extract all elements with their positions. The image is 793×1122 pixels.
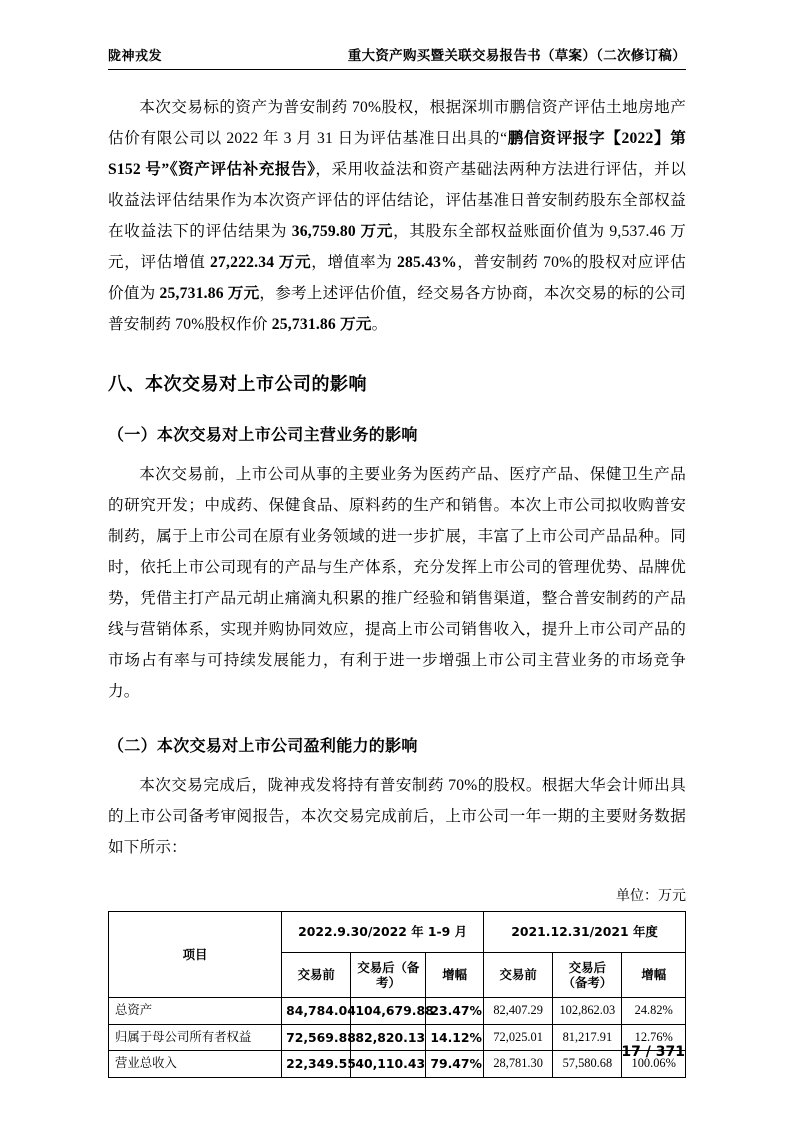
table-subheader-3: 交易前 bbox=[484, 953, 553, 998]
table-cell: 72,569.88 bbox=[282, 1024, 351, 1051]
para-text-a: 本次交易标的资产为普安制药 70%股权，根据深圳市鹏信资产评估土地房地产估价有限公司以 2022 年 3 月 31 日为评估基准日出具的“ bbox=[108, 99, 686, 147]
table-cell: 72,025.01 bbox=[484, 1024, 553, 1051]
paragraph-profitability-impact: 本次交易完成后，陇神戎发将持有普安制药 70%的股权。根据大华会计师出具的上市公司备考审阅报告，本次交易完成前后，上市公司一年一期的主要财务数据如下所示： bbox=[108, 777, 686, 856]
page-content bbox=[108, 44, 686, 1078]
table-row-label: 总资产 bbox=[109, 998, 282, 1025]
table-subheader-0: 交易前 bbox=[282, 953, 351, 998]
para-value-increment: 27,222.34 万元 bbox=[210, 254, 312, 271]
table-row-label: 营业总收入 bbox=[109, 1051, 282, 1078]
subsection-heading-8-1: （一）本次交易对上市公司主营业务的影响 bbox=[108, 425, 418, 444]
table-row bbox=[109, 998, 686, 1025]
para-value-price: 25,731.86 万元 bbox=[271, 316, 372, 333]
table-row-label: 归属于母公司所有者权益 bbox=[109, 1024, 282, 1051]
table-header-row-top bbox=[109, 912, 686, 953]
table-cell: 40,110.43 bbox=[351, 1051, 426, 1078]
para-text-k: ，参考上述评估价值，经交易各方协商，本次交易的标的公司普安制药 70%股权作价 bbox=[108, 285, 686, 333]
table-cell: 84,784.04 bbox=[282, 998, 351, 1025]
table-subheader-5: 增幅 bbox=[622, 953, 686, 998]
table-subheader-2: 增幅 bbox=[426, 953, 484, 998]
subsection-heading-8-2: （二）本次交易对上市公司盈利能力的影响 bbox=[108, 736, 418, 755]
table-cell: 81,217.91 bbox=[553, 1024, 622, 1051]
table-cell: 24.82% bbox=[622, 998, 686, 1025]
table-cell: 79.47% bbox=[426, 1051, 484, 1078]
page-header bbox=[108, 44, 686, 69]
table-header-group-2021: 2021.12.31/2021 年度 bbox=[484, 912, 686, 953]
page-number: 17 / 371 bbox=[621, 1044, 685, 1060]
section-heading-8: 八、本次交易对上市公司的影响 bbox=[108, 374, 367, 395]
para-text-i: ，普安制药 70%的股权对应评估价值为 bbox=[108, 254, 686, 302]
table-cell: 28,781.30 bbox=[484, 1051, 553, 1078]
table-header-group-2022: 2022.9.30/2022 年 1-9 月 bbox=[282, 912, 484, 953]
para-text-b: 鹏信资评报字【2022】第 S152 号”《资产评估补充报告》 bbox=[108, 130, 686, 178]
header-document-title: 重大资产购买暨关联交易报告书（草案）（二次修订稿） bbox=[347, 48, 686, 64]
table-cell: 14.12% bbox=[426, 1024, 484, 1051]
table-cell: 82,820.13 bbox=[351, 1024, 426, 1051]
paragraph-valuation bbox=[108, 92, 686, 340]
table-row bbox=[109, 1051, 686, 1078]
para-text-e: ，其股东全部权益账面价值为 9,537.46 万元，评估增值 bbox=[108, 223, 686, 271]
table-cell: 104,679.88 bbox=[351, 998, 426, 1025]
header-divider bbox=[108, 69, 686, 70]
table-cell: 23.47% bbox=[426, 998, 484, 1025]
table-cell: 82,407.29 bbox=[484, 998, 553, 1025]
table-row bbox=[109, 1024, 686, 1051]
header-company-name: 陇神戎发 bbox=[108, 49, 163, 64]
table-cell: 22,349.55 bbox=[282, 1051, 351, 1078]
financial-data-table bbox=[108, 911, 686, 1078]
para-value-appraisal: 36,759.80 万元 bbox=[291, 223, 394, 240]
para-text-c: ，采用收益法和资产基础法两种方法进行评估，并以收益法评估结果作为本次资产评估的评估结论，评估基准日普安制药股东全部权益在收益法下的评估结果为 bbox=[108, 161, 686, 240]
para-value-rate: 285.43% bbox=[397, 254, 457, 271]
table-cell: 100.06% bbox=[622, 1051, 686, 1078]
para-text-g: ，增值率为 bbox=[311, 254, 397, 271]
table-header-item: 项目 bbox=[109, 912, 282, 998]
paragraph-main-business-impact: 本次交易前，上市公司从事的主要业务为医药产品、医疗产品、保健卫生产品的研究开发；中成药、保健食品、原料药的生产和销售。本次上市公司拟收购普安制药，属于上市公司在原有业务领域的进一步扩展，丰富了上市公司产品品种。同时，依托上市公司现有的产品与生产体系，充分发挥上市公司的管理优势、品牌优势，凭借主打产品元胡止痛滴丸积累的推广经验和销售渠道，整合普安制药的产品线与营销体系，实现并购协同效应，提高上市公司销售收入，提升上市公司产品的市场占有率与可持续发展能力，有利于进一步增强上市公司主营业务的市场竞争力。 bbox=[108, 466, 686, 700]
table-cell: 57,580.68 bbox=[553, 1051, 622, 1078]
para-value-equity70: 25,731.86 万元 bbox=[159, 285, 260, 302]
table-subheader-1: 交易后（备考） bbox=[351, 953, 426, 998]
table-unit-label: 单位：万元 bbox=[616, 889, 686, 904]
table-cell: 12.76% bbox=[622, 1024, 686, 1051]
para-text-m: 。 bbox=[371, 316, 388, 333]
table-cell: 102,862.03 bbox=[553, 998, 622, 1025]
table-subheader-4: 交易后（备考） bbox=[553, 953, 622, 998]
